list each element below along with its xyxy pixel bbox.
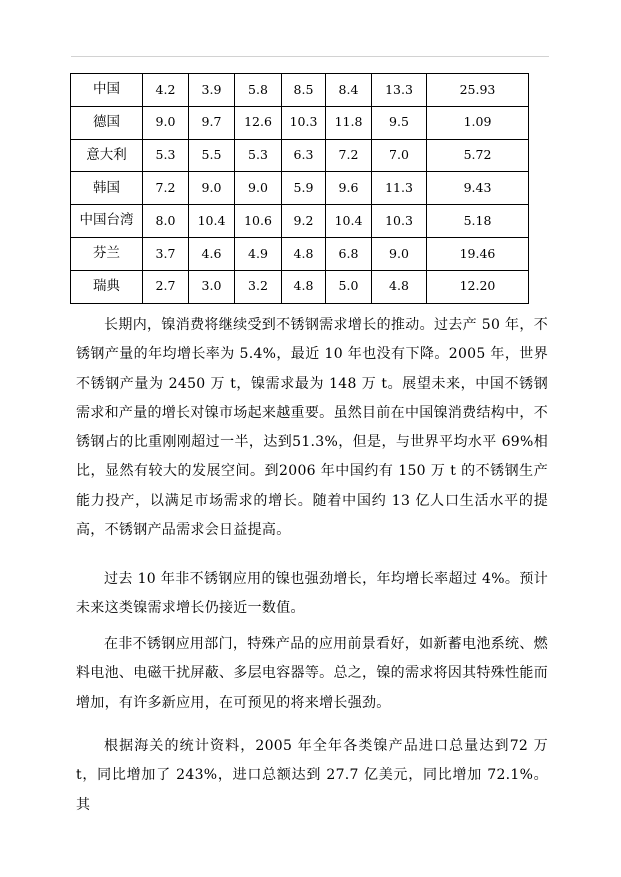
country-cell: 瑞典 [71,270,143,303]
value-cell: 3.9 [189,74,235,107]
value-cell: 13.3 [372,74,427,107]
value-cell: 8.4 [326,74,372,107]
value-cell: 5.3 [235,139,282,172]
paragraph-non-stainless-growth: 过去 10 年非不锈钢应用的镍也强劲增长，年均增长率超过 4%。预计未来这类镍需求增长仍接近一数值。 [76,571,548,617]
paragraph-customs-imports: 根据海关的统计资料，2005 年全年各类镍产品进口总量达到72 万 t，同比增加了 243%，进口总额达到 27.7 亿美元，同比增加 72.1%。其 [76,738,548,813]
value-cell: 9.0 [235,172,282,205]
value-cell: 5.72 [427,139,529,172]
value-cell: 5.8 [235,74,282,107]
value-cell: 3.7 [143,237,189,270]
value-cell: 3.0 [189,270,235,303]
value-cell: 8.5 [282,74,326,107]
table-row [71,74,529,107]
value-cell: 11.3 [372,172,427,205]
value-cell: 10.4 [189,205,235,238]
value-cell: 9.0 [189,172,235,205]
value-cell: 4.2 [143,74,189,107]
value-cell: 7.2 [143,172,189,205]
table-row [71,270,529,303]
value-cell: 10.3 [282,106,326,139]
nickel-consumption-table [70,73,529,304]
value-cell: 9.0 [143,106,189,139]
value-cell: 6.8 [326,237,372,270]
value-cell: 3.2 [235,270,282,303]
table-row [71,139,529,172]
value-cell: 12.20 [427,270,529,303]
table-row [71,237,529,270]
page-header-rule [71,56,549,57]
value-cell: 9.5 [372,106,427,139]
value-cell: 9.7 [189,106,235,139]
value-cell: 9.6 [326,172,372,205]
value-cell: 25.93 [427,74,529,107]
value-cell: 9.2 [282,205,326,238]
value-cell: 7.2 [326,139,372,172]
value-cell: 5.0 [326,270,372,303]
value-cell: 5.18 [427,205,529,238]
paragraph-stainless-demand: 长期内，镍消费将继续受到不锈钢需求增长的推动。过去产 50 年，不锈钢产量的年均增长率为 5.4%，最近 10 年也没有下降。2005 年，世界不锈钢产量为 2450 万 t，镍需求最为 148 万 t。展望未来，中国不锈钢需求和产量的增长对镍市场起来越重要。虽然目前在中国镍消费结构中，不锈钢占的比重刚刚超过一半，达到51.3%，但是，与世界平均水平 69%相比，显然有较大的发展空间。到2006 年中国约有 150 万 t 的不锈钢生产能力投产，以满足市场需求的增长。随着中国约 13 亿人口生活水平的提高，不锈钢产品需求会日益提高。 [76,317,548,539]
value-cell: 11.8 [326,106,372,139]
value-cell: 2.7 [143,270,189,303]
country-cell: 韩国 [71,172,143,205]
value-cell: 8.0 [143,205,189,238]
country-cell: 意大利 [71,139,143,172]
value-cell: 4.9 [235,237,282,270]
value-cell: 19.46 [427,237,529,270]
value-cell: 5.9 [282,172,326,205]
value-cell: 9.43 [427,172,529,205]
country-cell: 德国 [71,106,143,139]
country-cell: 中国 [71,74,143,107]
value-cell: 4.6 [189,237,235,270]
value-cell: 6.3 [282,139,326,172]
country-cell: 芬兰 [71,237,143,270]
table-row [71,106,529,139]
value-cell: 5.3 [143,139,189,172]
country-cell: 中国台湾 [71,205,143,238]
value-cell: 4.8 [282,270,326,303]
value-cell: 4.8 [372,270,427,303]
value-cell: 4.8 [282,237,326,270]
value-cell: 5.5 [189,139,235,172]
value-cell: 7.0 [372,139,427,172]
table-row [71,172,529,205]
value-cell: 9.0 [372,237,427,270]
value-cell: 10.4 [326,205,372,238]
value-cell: 10.3 [372,205,427,238]
value-cell: 12.6 [235,106,282,139]
table-row [71,205,529,238]
value-cell: 1.09 [427,106,529,139]
paragraph-special-applications: 在非不锈钢应用部门，特殊产品的应用前景看好，如新蓄电池系统、燃料电池、电磁干扰屏蔽、多层电容器等。总之，镍的需求将因其特殊性能而增加，有许多新应用，在可预见的将来增长强劲。 [76,636,548,711]
value-cell: 10.6 [235,205,282,238]
